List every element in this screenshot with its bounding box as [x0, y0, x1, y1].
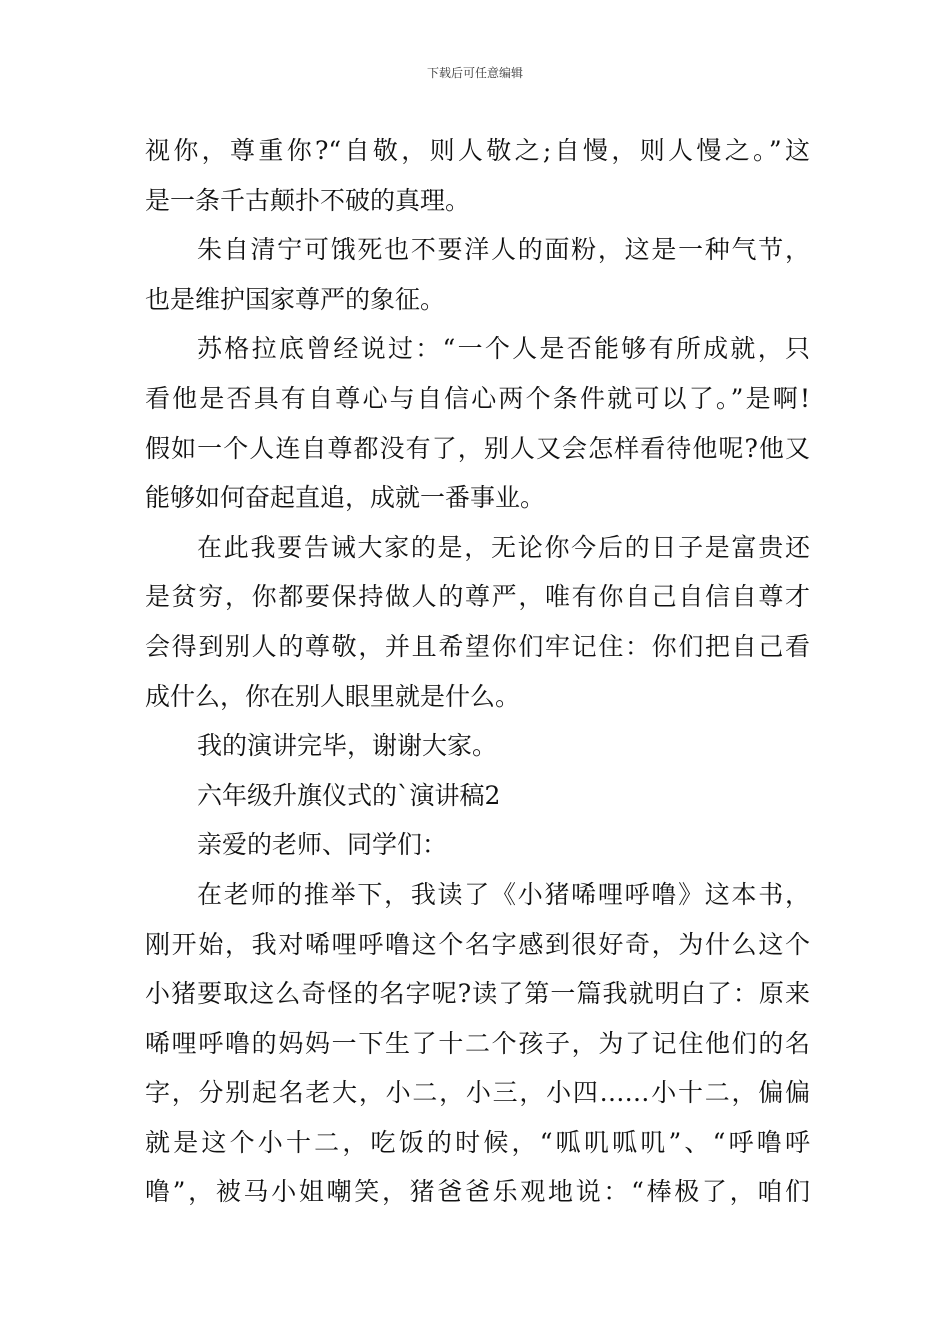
text-line: 唏哩呼噜的妈妈一下生了十二个孩子，为了记住他们的名 [145, 1028, 810, 1058]
document-body [145, 126, 810, 1217]
text-line: 六年级升旗仪式的`演讲稿2 [197, 780, 501, 810]
text-line: 看他是否具有自尊心与自信心两个条件就可以了。”是啊! [145, 383, 810, 413]
text-line: 字，分别起名老大，小二，小三，小四……小十二，偏偏 [145, 1078, 810, 1108]
text-line: 是贫穷，你都要保持做人的尊严，唯有你自己自信自尊才 [145, 582, 810, 612]
text-line: 成什么，你在别人眼里就是什么。 [145, 681, 521, 711]
text-line: 会得到别人的尊敬，并且希望你们牢记住：你们把自己看 [145, 631, 810, 661]
text-line: 在老师的推举下，我读了《小猪唏哩呼噜》这本书， [197, 879, 810, 909]
text-line: 是一条千古颠扑不破的真理。 [145, 185, 471, 215]
text-line: 小猪要取这么奇怪的名字呢?读了第一篇我就明白了：原来 [145, 979, 810, 1009]
text-line: 假如一个人连自尊都没有了，别人又会怎样看待他呢?他又 [145, 433, 810, 463]
text-line: 在此我要告诫大家的是，无论你今后的日子是富贵还 [197, 532, 810, 562]
text-line: 刚开始，我对唏哩呼噜这个名字感到很好奇，为什么这个 [145, 929, 810, 959]
text-line: 朱自清宁可饿死也不要洋人的面粉，这是一种气节， [197, 235, 810, 265]
text-line: 亲爱的老师、同学们： [197, 830, 448, 860]
text-line: 也是维护国家尊严的象征。 [145, 284, 446, 314]
text-line: 视你，尊重你?“自敬，则人敬之;自慢，则人慢之。”这 [145, 136, 810, 165]
text-line: 我的演讲完毕，谢谢大家。 [197, 731, 498, 761]
text-line: 能够如何奋起直追，成就一番事业。 [145, 483, 546, 513]
text-line: 苏格拉底曾经说过：“一个人是否能够有所成就，只 [197, 334, 810, 364]
text-line: 就是这个小十二，吃饭的时候，“呱叽呱叽”、“呼噜呼 [145, 1127, 810, 1157]
page-header: 下载后可任意编辑 [426, 66, 523, 80]
text-line: 噜”，被马小姐嘲笑，猪爸爸乐观地说：“棒极了，咱们 [145, 1177, 810, 1207]
